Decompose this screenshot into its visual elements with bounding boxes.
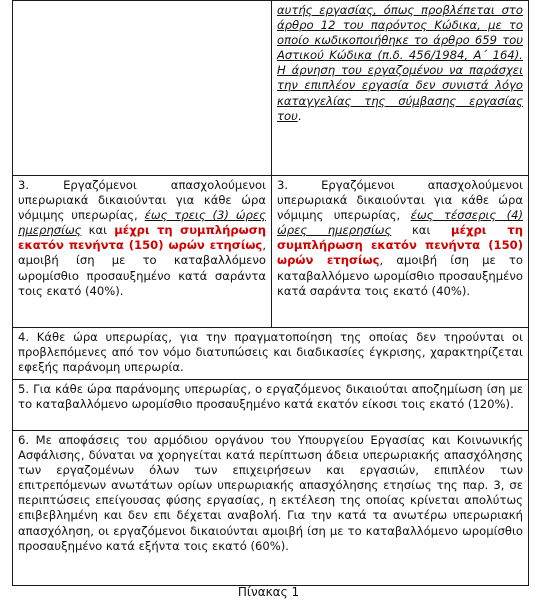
text-run: μέχρι τη συμπλήρωση εκατόν πενήντα (150) ωρών ετησίως <box>18 223 266 253</box>
comparison-table <box>12 0 529 586</box>
table-cell <box>13 380 529 431</box>
table-cell <box>13 328 529 380</box>
text-run: 4. Κάθε ώρα υπερωρίας, για την πραγματοποίηση της οποίας δεν τηρούνται οι προβλεπόμενες από τον νόμο διατυπώσεις και διαδικασίες έγκρισης, χαρακτηρίζεται εφεξής παράνομη υπερωρία. <box>18 330 523 375</box>
text-run: μέχρι τη συμπλήρωση εκατόν πενήντα (150) ωρών ετησίως <box>277 223 523 268</box>
table-cell <box>13 431 529 586</box>
table-row <box>13 176 529 328</box>
text-run: 5. Για κάθε ώρα παράνομης υπερωρίας, ο εργαζόμενος δικαιούται αποζημίωση ίση με το καταβαλλόμενο ωρομίσθιο προσαυξημένο κατά εκατόν είκοσι τοις εκατό (120%). <box>18 382 523 412</box>
table-caption: Πίνακας 1 <box>237 585 300 599</box>
text-run: έως τρεις (3) ώρες ημερησίως <box>18 208 266 238</box>
text-run: , αμοιβή ίση με το καταβαλλόμενο ωρομίσθιο προσαυξημένο κατά σαράντα τοις εκατό (40%). <box>18 238 266 298</box>
table-cell <box>272 176 529 328</box>
text-run: 3. Εργαζόμενοι απασχολούμενοι υπερωριακά δικαιούνται για κάθε ώρα νόμιμης υπερωρίας, <box>18 178 266 223</box>
text-run: , αμοιβή ίση με το καταβαλλόμενο ωρομίσθιο προσαυξημένο κατά σαράντα τοις εκατό (40%). <box>277 253 523 298</box>
table-cell <box>13 176 272 328</box>
table-cell <box>13 1 272 176</box>
text-run: και <box>391 223 452 238</box>
text-run: . <box>297 108 302 123</box>
text-run: και <box>81 223 115 238</box>
table-row <box>13 1 529 176</box>
text-run: 3. Εργαζόμενοι απασχολούμενοι υπερωριακά δικαιούνται για κάθε ώρα νόμιμης υπερωρίας, <box>277 178 523 223</box>
table-row <box>13 431 529 586</box>
table-cell <box>272 1 529 176</box>
table-row <box>13 380 529 431</box>
text-run: έως τέσσερις (4) ώρες ημερησίως <box>277 208 523 238</box>
table-row <box>13 328 529 380</box>
text-run: αυτής εργασίας, όπως προβλέπεται στο άρθρο 12 του παρόντος Κώδικα, με το οποίο κωδικοποιήθηκε το άρθρο 659 του Αστικού Κώδικα (π.δ. 456/1984, Α΄ 164). Η άρνηση του εργαζομένου να παράσχει την επιπλέον εργασία δεν συνιστά λόγο καταγγελίας της σύμβασης εργασίας του <box>277 3 523 123</box>
text-run: 6. Με αποφάσεις του αρμόδιου οργάνου του Υπουργείου Εργασίας και Κοινωνικής Ασφάλισης, δύναται να χορηγείται κατά περίπτωση άδεια υπερωριακής απασχόλησης των εργαζομένων όλων των επιχειρήσεων και εργασιών, επιπλέον των επιτρεπόμενων ανωτάτων ορίων υπερωριακής απασχόλησης ετησίως της παρ. 3, σε περιπτώσεις επείγουσας φύσης εργασίας, η εκτέλεση της οποίας κρίνεται απολύτως επιβεβλημένη και δεν επι δέχεται αναβολή. Για την κατά τα ανωτέρω υπερωριακή απασχόληση, οι εργαζόμενοι δικαιούνται αμοιβή ίση με το καταβαλλόμενο ωρομίσθιο προσαυξημένο κατά εξήντα τοις εκατό (60%). <box>18 433 523 553</box>
